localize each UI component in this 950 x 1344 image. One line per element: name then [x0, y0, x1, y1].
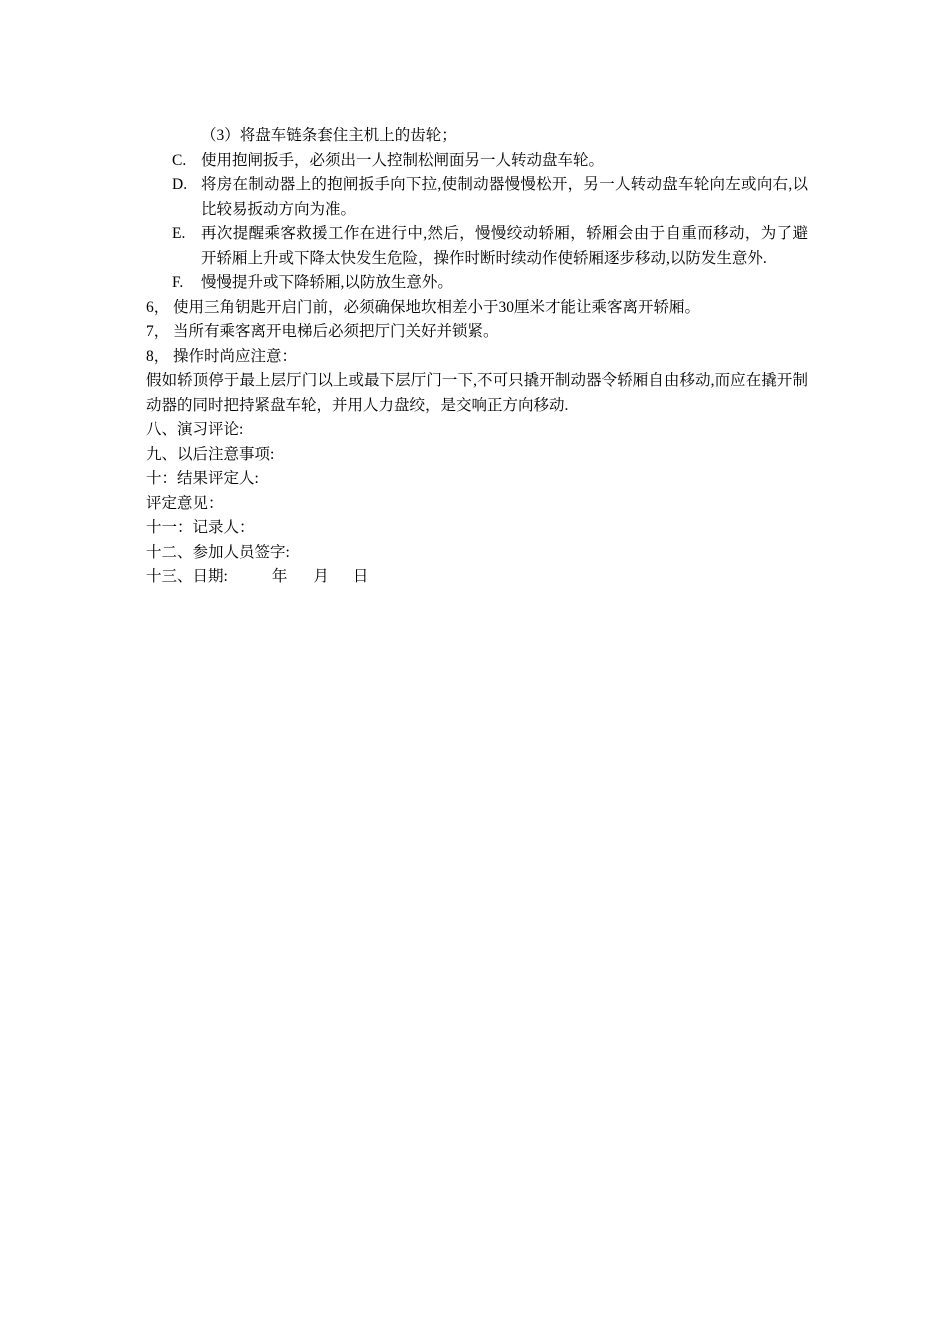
numbered-item-7 [146, 320, 808, 345]
item-e-text: 再次提醒乘客救援工作在进行中,然后，慢慢绞动轿厢，轿厢会由于自重而移动，为了避开轿厢上升或下降太快发生危险，操作时断时续动作使轿厢逐步移动,以防发生意外. [201, 225, 808, 267]
date-day: 日 [352, 568, 369, 585]
numbered-item-6-text: 使用三角钥匙开启门前，必须确保地坎相差小于30厘米才能让乘客离开轿厢。 [173, 298, 701, 316]
item-c [146, 149, 808, 174]
section-10-evaluator: 十：结果评定人: [146, 470, 259, 487]
date-year: 年 [271, 568, 288, 585]
item-d-marker: D. [172, 176, 188, 193]
item-c-marker: C. [172, 151, 187, 169]
numbered-item-6-marker: 6， [146, 298, 170, 316]
section-8-drill-review: 八、演习评论: [146, 421, 244, 438]
numbered-item-8 [146, 345, 808, 370]
date-label: 十三、日期: [146, 568, 228, 585]
numbered-item-7-marker: 7， [146, 323, 170, 340]
item-d [146, 173, 808, 222]
item-e [146, 222, 808, 271]
numbered-item-8-text: 操作时尚应注意： [173, 347, 298, 365]
numbered-item-8-marker: 8， [146, 347, 170, 365]
item-f-text: 慢慢提升或下降轿厢,以防放生意外。 [201, 274, 453, 291]
date-month: 月 [313, 568, 329, 585]
numbered-item-6 [146, 296, 808, 321]
document-body [146, 124, 808, 590]
step-3-line: （3）将盘车链条套住主机上的齿轮； [201, 127, 457, 144]
item-d-text: 将房在制动器上的抱闸扳手向下拉,使制动器慢慢松开，另一人转动盘车轮向左或向右,以比较易扳动方向为准。 [201, 176, 808, 218]
numbered-item-7-text: 当所有乘客离开电梯后必须把厅门关好并锁紧。 [173, 323, 499, 340]
item-c-text: 使用抱闸扳手，必须出一人控制松闸面另一人转动盘车轮。 [201, 151, 605, 169]
evaluation-opinion: 评定意见： [146, 494, 224, 512]
section-13-date [146, 565, 808, 590]
section-12-participant-signatures: 十二、参加人员签字: [146, 543, 290, 561]
item-e-marker: E. [172, 225, 186, 242]
section-11-recorder: 十一：记录人： [146, 519, 255, 536]
section-9-future-notes: 九、以后注意事项: [146, 445, 275, 463]
caution-paragraph: 假如轿顶停于最上层厅门以上或最下层厅门一下,不可只撬开制动器令轿厢自由移动,而应在撬开制动器的同时把持紧盘车轮，并用人力盘绞，是交响正方向移动. [146, 372, 808, 414]
item-f [146, 271, 808, 296]
item-f-marker: F. [172, 274, 184, 291]
